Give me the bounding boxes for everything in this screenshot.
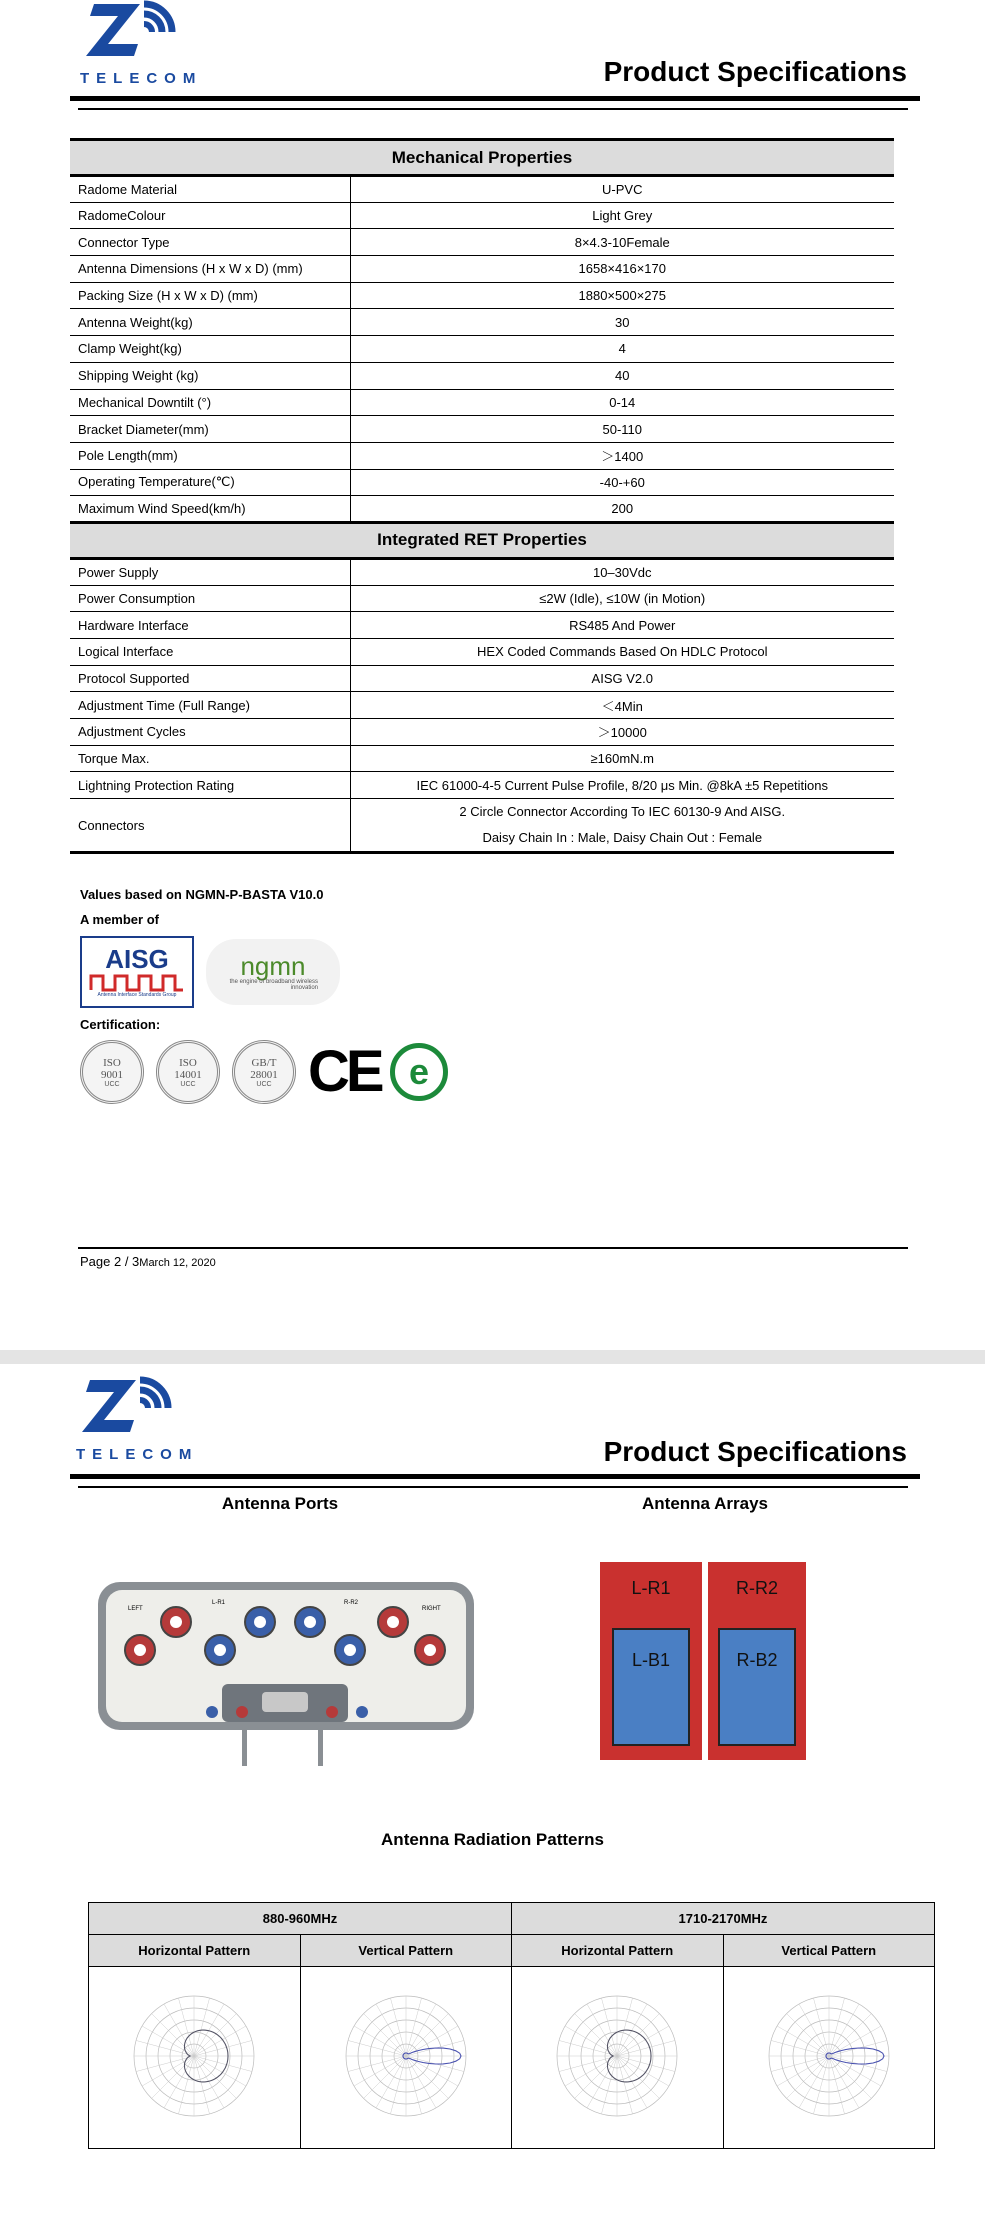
spec-label: Bracket Diameter(mm) <box>70 416 350 443</box>
pattern-header: Horizontal Pattern <box>89 1935 301 1967</box>
band-low: 880-960MHz <box>89 1903 512 1935</box>
spec-value: 4 <box>350 336 894 363</box>
ngmn-logo-text: ngmn <box>240 951 306 981</box>
spec-row <box>70 612 894 639</box>
high-vertical-pattern <box>723 1967 935 2149</box>
port-label-left: LEFT <box>128 1606 143 1612</box>
member-logos <box>80 936 340 1008</box>
certification-logos <box>80 1040 448 1104</box>
ce-mark: CE <box>308 1039 381 1104</box>
values-based-note: Values based on NGMN-P-BASTA V10.0 <box>80 887 324 902</box>
page-number: Page 2 / 3 <box>80 1254 140 1269</box>
low-horizontal-pattern <box>89 1967 301 2149</box>
spec-value: -40-+60 <box>350 469 894 496</box>
spec-row <box>70 416 894 443</box>
spec-row <box>70 469 894 496</box>
spec-label: Mechanical Downtilt (°) <box>70 389 350 416</box>
spec-value: ＜4Min <box>350 692 894 719</box>
connectors-line-2: Daisy Chain In : Male, Daisy Chain Out : Female <box>482 830 763 846</box>
array-column-left <box>600 1562 702 1760</box>
polar-plot-icon <box>124 1986 264 2126</box>
spec-label: Logical Interface <box>70 639 350 666</box>
pattern-header-row <box>89 1935 935 1967</box>
array-label-lb1: L-B1 <box>631 1650 671 1670</box>
spec-label: Shipping Weight (kg) <box>70 362 350 389</box>
page-title-2: Product Specifications <box>603 1436 907 1467</box>
polar-plot-icon <box>547 1986 687 2126</box>
spec-row <box>70 256 894 283</box>
spec-value: Light Grey <box>350 202 894 229</box>
spec-label: Hardware Interface <box>70 612 350 639</box>
spec-value: HEX Coded Commands Based On HDLC Protocol <box>350 639 894 666</box>
spec-row <box>70 309 894 336</box>
spec-row <box>70 229 894 256</box>
connectors-line-1: 2 Circle Connector According To IEC 60130-9 And AISG. <box>459 804 786 820</box>
spec-row <box>70 665 894 692</box>
company-logo <box>78 0 218 90</box>
spec-label: Packing Size (H x W x D) (mm) <box>70 282 350 309</box>
spec-row <box>70 442 894 469</box>
spec-value: 0-14 <box>350 389 894 416</box>
spec-page-2 <box>0 1364 985 2238</box>
spec-row <box>70 772 894 799</box>
header-rule-thin-2 <box>78 1486 908 1488</box>
antenna-arrays-diagram <box>600 1562 806 1760</box>
high-horizontal-pattern <box>512 1967 724 2149</box>
section-title: Mechanical Properties <box>70 140 894 176</box>
spec-label: Adjustment Cycles <box>70 719 350 746</box>
pattern-header: Vertical Pattern <box>300 1935 512 1967</box>
spec-row <box>70 558 894 585</box>
zt-logo-icon <box>78 0 198 62</box>
spec-row-connectors <box>70 799 894 853</box>
company-logo-2 <box>74 1376 214 1466</box>
iso-14001-text: ISO 14001 <box>174 1056 202 1081</box>
logo-text: TELECOM <box>80 70 203 87</box>
iso-14001-ucc: UCC <box>180 1080 196 1088</box>
spec-value: 8×4.3-10Female <box>350 229 894 256</box>
page-separator <box>0 1350 985 1364</box>
pattern-header: Horizontal Pattern <box>512 1935 724 1967</box>
spec-row <box>70 389 894 416</box>
spec-row <box>70 202 894 229</box>
array-box-lb1 <box>612 1628 690 1746</box>
spec-value: 50-110 <box>350 416 894 443</box>
page-title: Product Specifications <box>603 56 907 87</box>
array-label-rb2: R-B2 <box>736 1650 778 1670</box>
antenna-arrays-title: Antenna Arrays <box>642 1494 768 1513</box>
spec-label: Protocol Supported <box>70 665 350 692</box>
spec-label: Antenna Dimensions (H x W x D) (mm) <box>70 256 350 283</box>
iso-9001-text: ISO 9001 <box>101 1056 123 1081</box>
section-ret <box>70 522 894 558</box>
port-label-right: RIGHT <box>422 1606 441 1612</box>
spec-row <box>70 639 894 666</box>
spec-label: Power Consumption <box>70 585 350 612</box>
gbt-28001-seal <box>232 1040 296 1104</box>
gbt-28001-text: GB/T 28001 <box>250 1056 278 1081</box>
section-mechanical <box>70 140 894 176</box>
radiation-table <box>88 1902 935 2149</box>
spec-row <box>70 496 894 523</box>
spec-value: 200 <box>350 496 894 523</box>
spec-label: Connector Type <box>70 229 350 256</box>
spec-row <box>70 719 894 746</box>
polar-plot-icon <box>336 1986 476 2126</box>
member-of-label: A member of <box>80 912 159 927</box>
spec-value: 30 <box>350 309 894 336</box>
band-row <box>89 1903 935 1935</box>
array-label-lr1: L-R1 <box>631 1578 671 1598</box>
array-box-rb2 <box>718 1628 796 1746</box>
spec-table <box>70 138 894 854</box>
spec-row <box>70 176 894 203</box>
header-rule-thick <box>70 96 920 101</box>
port-label-lr1: L-R1 <box>212 1600 226 1606</box>
spec-value: 10–30Vdc <box>350 558 894 585</box>
spec-label: Torque Max. <box>70 745 350 772</box>
radiation-patterns-title: Antenna Radiation Patterns <box>381 1830 604 1849</box>
spec-label: Maximum Wind Speed(km/h) <box>70 496 350 523</box>
spec-row <box>70 336 894 363</box>
array-label-rr2: R-R2 <box>735 1578 778 1598</box>
band-high: 1710-2170MHz <box>512 1903 935 1935</box>
spec-value: 1880×500×275 <box>350 282 894 309</box>
spec-label: Adjustment Time (Full Range) <box>70 692 350 719</box>
spec-value: 1658×416×170 <box>350 256 894 283</box>
spec-row <box>70 692 894 719</box>
spec-value: ＞1400 <box>350 442 894 469</box>
spec-label: Pole Length(mm) <box>70 442 350 469</box>
antenna-ports-title: Antenna Ports <box>221 1494 339 1513</box>
spec-row <box>70 282 894 309</box>
spec-label: RadomeColour <box>70 202 350 229</box>
spec-value: IEC 61000-4-5 Current Pulse Profile, 8/20 μs Min. @8kA ±5 Repetitions <box>350 772 894 799</box>
spec-label: Power Supply <box>70 558 350 585</box>
spec-label: Antenna Weight(kg) <box>70 309 350 336</box>
ngmn-logo-sub: the engine of broadband wireless innovation <box>229 979 318 991</box>
zt-logo-icon <box>74 1376 194 1438</box>
spec-label: Radome Material <box>70 176 350 203</box>
ngmn-logo <box>206 939 340 1005</box>
low-vertical-pattern <box>300 1967 512 2149</box>
pattern-image-row <box>89 1967 935 2149</box>
e-mark-seal <box>390 1043 448 1101</box>
spec-value <box>350 799 894 853</box>
spec-value: AISG V2.0 <box>350 665 894 692</box>
footer-rule <box>78 1247 908 1249</box>
spec-label: Connectors <box>70 799 350 853</box>
aisg-logo-text: AISG <box>105 944 169 974</box>
aisg-wave-icon <box>89 972 185 992</box>
spec-value: ≤2W (Idle), ≤10W (in Motion) <box>350 585 894 612</box>
header-rule-thin <box>78 108 908 110</box>
logo-text-2: TELECOM <box>76 1446 199 1463</box>
certification-label: Certification: <box>80 1017 161 1032</box>
e-mark-text: e <box>408 1051 430 1092</box>
header-rule-thick-2 <box>70 1474 920 1479</box>
footer-date: March 12, 2020 <box>139 1257 216 1269</box>
iso-14001-seal <box>156 1040 220 1104</box>
pattern-header: Vertical Pattern <box>723 1935 935 1967</box>
spec-label: Clamp Weight(kg) <box>70 336 350 363</box>
spec-label: Lightning Protection Rating <box>70 772 350 799</box>
spec-label: Operating Temperature(℃) <box>70 469 350 496</box>
section-title: Integrated RET Properties <box>70 522 894 558</box>
polar-plot-icon <box>759 1986 899 2126</box>
iso-9001-ucc: UCC <box>104 1080 120 1088</box>
gbt-28001-ucc: UCC <box>256 1080 272 1088</box>
antenna-ports-image <box>92 1576 480 1768</box>
page-footer <box>80 1254 216 1269</box>
antenna-bottom-icon <box>92 1576 480 1768</box>
spec-row <box>70 585 894 612</box>
spec-value: U-PVC <box>350 176 894 203</box>
aisg-logo <box>80 936 194 1008</box>
port-label-rr2: R-R2 <box>344 1600 359 1606</box>
spec-value: 40 <box>350 362 894 389</box>
aisg-logo-sub: Antenna Interface Standards Group <box>97 992 177 998</box>
spec-value: ≥160mN.m <box>350 745 894 772</box>
iso-9001-seal <box>80 1040 144 1104</box>
spec-row <box>70 362 894 389</box>
array-column-right <box>708 1562 806 1760</box>
spec-value: ＞10000 <box>350 719 894 746</box>
spec-row <box>70 745 894 772</box>
spec-value: RS485 And Power <box>350 612 894 639</box>
